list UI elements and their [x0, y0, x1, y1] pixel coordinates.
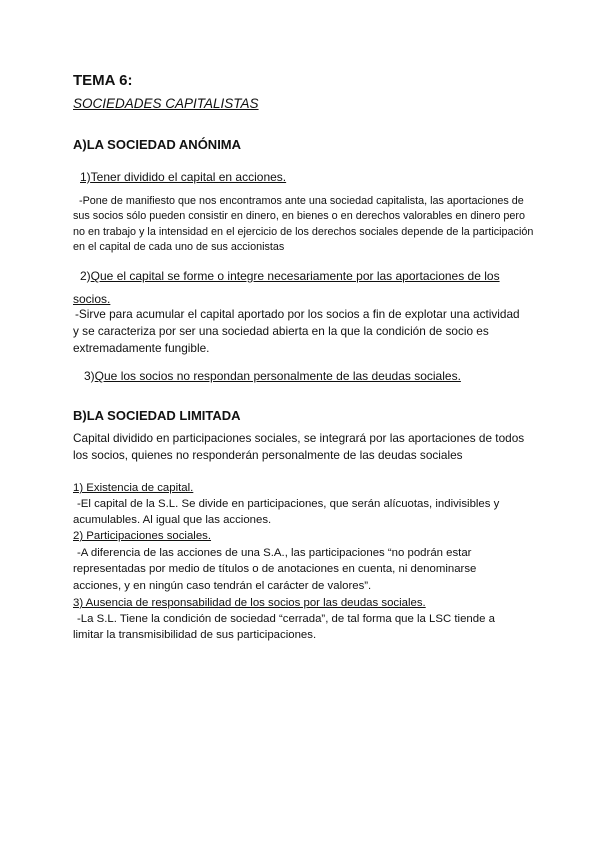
section-a-item-1-text: -Pone de manifiesto que nos encontramos ante una sociedad capitalista, las aportaciones de sus socios sólo pueden consistir en dinero, en bienes o en derechos valorables en dinero pero no en trabajo y la intensidad en el ejercicio de los derechos sociales depende de la participación en el capital de cada uno de sus accionistas [73, 195, 534, 254]
item-number: 2) [80, 269, 91, 283]
section-a-heading: A)LA SOCIEDAD ANÓNIMA [73, 137, 242, 152]
section-b-item-1-text: -El capital de la S.L. Se divide en participaciones, que serán alícuotas, indivisibles y acumulables. Al igual que las acciones. [73, 498, 500, 527]
item-number: 1) [80, 170, 91, 184]
item-heading-text: Que el capital se forme o integre necesariamente por las aportaciones de los socios. [73, 269, 500, 306]
section-a-item-2-text: -Sirve para acumular el capital aportado por los socios a fin de explotar una actividad y se caracteriza por ser una sociedad abierta en la que la condición de socio es extremadamente fungible. [73, 307, 520, 355]
section-a-item-3-heading [84, 369, 544, 383]
section-a-item-2-heading [73, 265, 528, 311]
item-number: 3) [84, 369, 95, 383]
section-b-item-3-text: -La S.L. Tiene la condición de sociedad “cerrada”, de tal forma que la LSC tiende a limitar la transmisibilidad de sus participaciones. [73, 613, 495, 642]
section-b-item-2-text: -A diferencia de las acciones de una S.A., las participaciones “no podrán estar representadas por medio de títulos o de anotaciones en cuenta, ni denominarse acciones, y en ningún caso tendrán el carácter de valores”. [73, 547, 477, 592]
section-b-intro: Capital dividido en participaciones sociales, se integrará por las aportaciones de todos los socios, quienes no responderán personalmente de las deudas sociales [73, 431, 525, 462]
section-b-item-3-heading: 3) Ausencia de responsabilidad de los socios por las deudas sociales. [73, 597, 426, 609]
item-heading-text: Tener dividido el capital en acciones. [90, 170, 287, 184]
section-a-item-1-heading [80, 170, 540, 184]
item-heading-text: Que los socios no respondan personalmente de las deudas sociales. [94, 369, 461, 383]
section-b-item-1-heading: 1) Existencia de capital. [73, 482, 194, 494]
document-title: TEMA 6: [73, 72, 133, 89]
section-b-heading: B)LA SOCIEDAD LIMITADA [73, 408, 241, 423]
section-b-item-2-heading: 2) Participaciones sociales. [73, 530, 212, 542]
document-subtitle: SOCIEDADES CAPITALISTAS [73, 96, 259, 111]
